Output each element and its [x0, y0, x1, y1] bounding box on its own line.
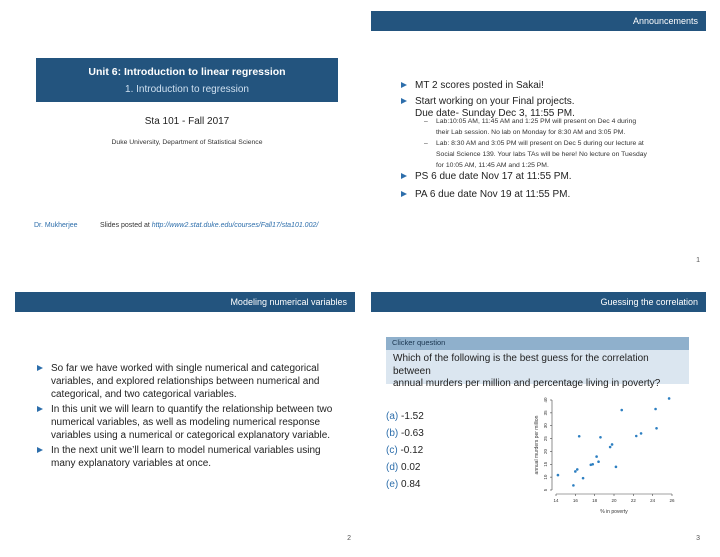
data-point [572, 484, 575, 487]
slide-modeling [15, 292, 355, 548]
title-box [36, 58, 338, 102]
slide-title [0, 0, 355, 275]
data-point [599, 436, 602, 439]
data-point [578, 435, 581, 438]
bullet: MT 2 scores posted in Sakai! [401, 80, 701, 92]
bullet: So far we have worked with single numerical and categorical variables, and explored relationships between numerical and categorical, and two categorical variables. [37, 362, 352, 401]
bullet-triangle-icon [37, 447, 43, 453]
y-axis-label: annual murders per million [534, 415, 540, 475]
bullet-triangle-icon [401, 191, 407, 197]
clicker-header: Clicker question [386, 337, 689, 350]
slide-announcements [371, 11, 706, 275]
page-number: 1 [696, 257, 700, 264]
data-point [595, 455, 598, 458]
slide-header: Modeling numerical variables [15, 292, 355, 312]
page-number: 3 [696, 535, 700, 542]
x-tick-label: 22 [630, 498, 636, 503]
data-point [654, 408, 657, 411]
x-tick-label: 24 [650, 498, 656, 503]
slides-link-line [100, 222, 318, 229]
slide-header: Announcements [371, 11, 706, 31]
slides-url[interactable]: http://www2.stat.duke.edu/courses/Fall17/sta101.002/ [151, 222, 319, 229]
page-number: 2 [347, 535, 351, 542]
answer-option[interactable]: (b) -0.63 [386, 428, 424, 439]
data-point [597, 460, 600, 463]
bullet-triangle-icon [401, 98, 407, 104]
y-tick-label: 25 [543, 436, 548, 442]
bullet: In this unit we will learn to quantify the relationship between two numerical variables, as well as modeling numerical response variables using a numerical or categorical explanatory variable. [37, 403, 352, 442]
sub-bullet: – Lab:10:05 AM, 11:45 AM and 1:25 PM will present on Dec 4 during their Lab session. No lab on Monday for 8:30 AM and 3:05 PM. [424, 118, 637, 136]
institution: Duke University, Department of Statistical Science [111, 139, 263, 146]
bullet: In the next unit we’ll learn to model numerical variables using many explanatory variables at once. [37, 444, 352, 470]
slides-prefix: Slides posted at [100, 222, 150, 229]
y-tick-label: 15 [543, 461, 548, 467]
data-point [640, 432, 643, 435]
data-point [576, 468, 579, 471]
clicker-question: Which of the following is the best guess for the correlation between annual murders per million and percentage living in poverty? [386, 350, 689, 384]
x-tick-label: 16 [572, 498, 578, 503]
x-tick-label: 26 [669, 498, 675, 503]
y-tick-label: 35 [543, 410, 548, 416]
course-name: Sta 101 - Fall 2017 [144, 116, 230, 127]
bullet-triangle-icon [401, 82, 407, 88]
data-point [591, 463, 594, 466]
bullet: PA 6 due date Nov 19 at 11:55 PM. [401, 189, 701, 201]
y-tick-label: 10 [543, 474, 548, 480]
y-tick-label: 20 [543, 448, 548, 454]
answer-option[interactable]: (d) 0.02 [386, 462, 421, 473]
x-tick-label: 14 [553, 498, 559, 503]
data-point [557, 474, 560, 477]
bullet-triangle-icon [37, 406, 43, 412]
bullet-triangle-icon [401, 173, 407, 179]
author: Dr. Mukherjee [34, 222, 78, 229]
answer-option[interactable]: (a) -1.52 [386, 411, 424, 422]
data-point [655, 427, 658, 430]
data-point [635, 435, 638, 438]
x-axis-label: % in poverty [600, 509, 628, 515]
data-point [574, 470, 577, 473]
scatter-plot [532, 394, 682, 516]
y-tick-label: 30 [543, 423, 548, 429]
sub-bullet: – Lab: 8:30 AM and 3:05 PM will present on Dec 5 during our lecture at Social Science 139. Your labs TAs will be here! No lecture on Tuesday for 10:05 AM, 11:45 AM and 1:25 PM. [424, 140, 647, 169]
bullet: PS 6 due date Nov 17 at 11:55 PM. [401, 171, 701, 183]
data-point [620, 409, 623, 412]
bullet: Start working on your Final projects. Due date- Sunday Dec 3, 11:55 PM. [401, 96, 701, 120]
y-tick-label: 5 [543, 488, 548, 492]
bullet-triangle-icon [37, 365, 43, 371]
answer-option[interactable]: (e) 0.84 [386, 479, 421, 490]
data-point [611, 443, 614, 446]
x-tick-label: 20 [611, 498, 617, 503]
y-tick-label: 40 [543, 397, 548, 403]
answer-option[interactable]: (c) -0.12 [386, 445, 424, 456]
data-point [668, 397, 671, 400]
x-tick-label: 18 [592, 498, 598, 503]
data-point [609, 446, 612, 449]
data-point [615, 466, 618, 469]
subtitle: 1. Introduction to regression [125, 84, 249, 95]
title: Unit 6: Introduction to linear regression [88, 66, 286, 78]
slide-header: Guessing the correlation [371, 292, 706, 312]
data-point [582, 477, 585, 480]
